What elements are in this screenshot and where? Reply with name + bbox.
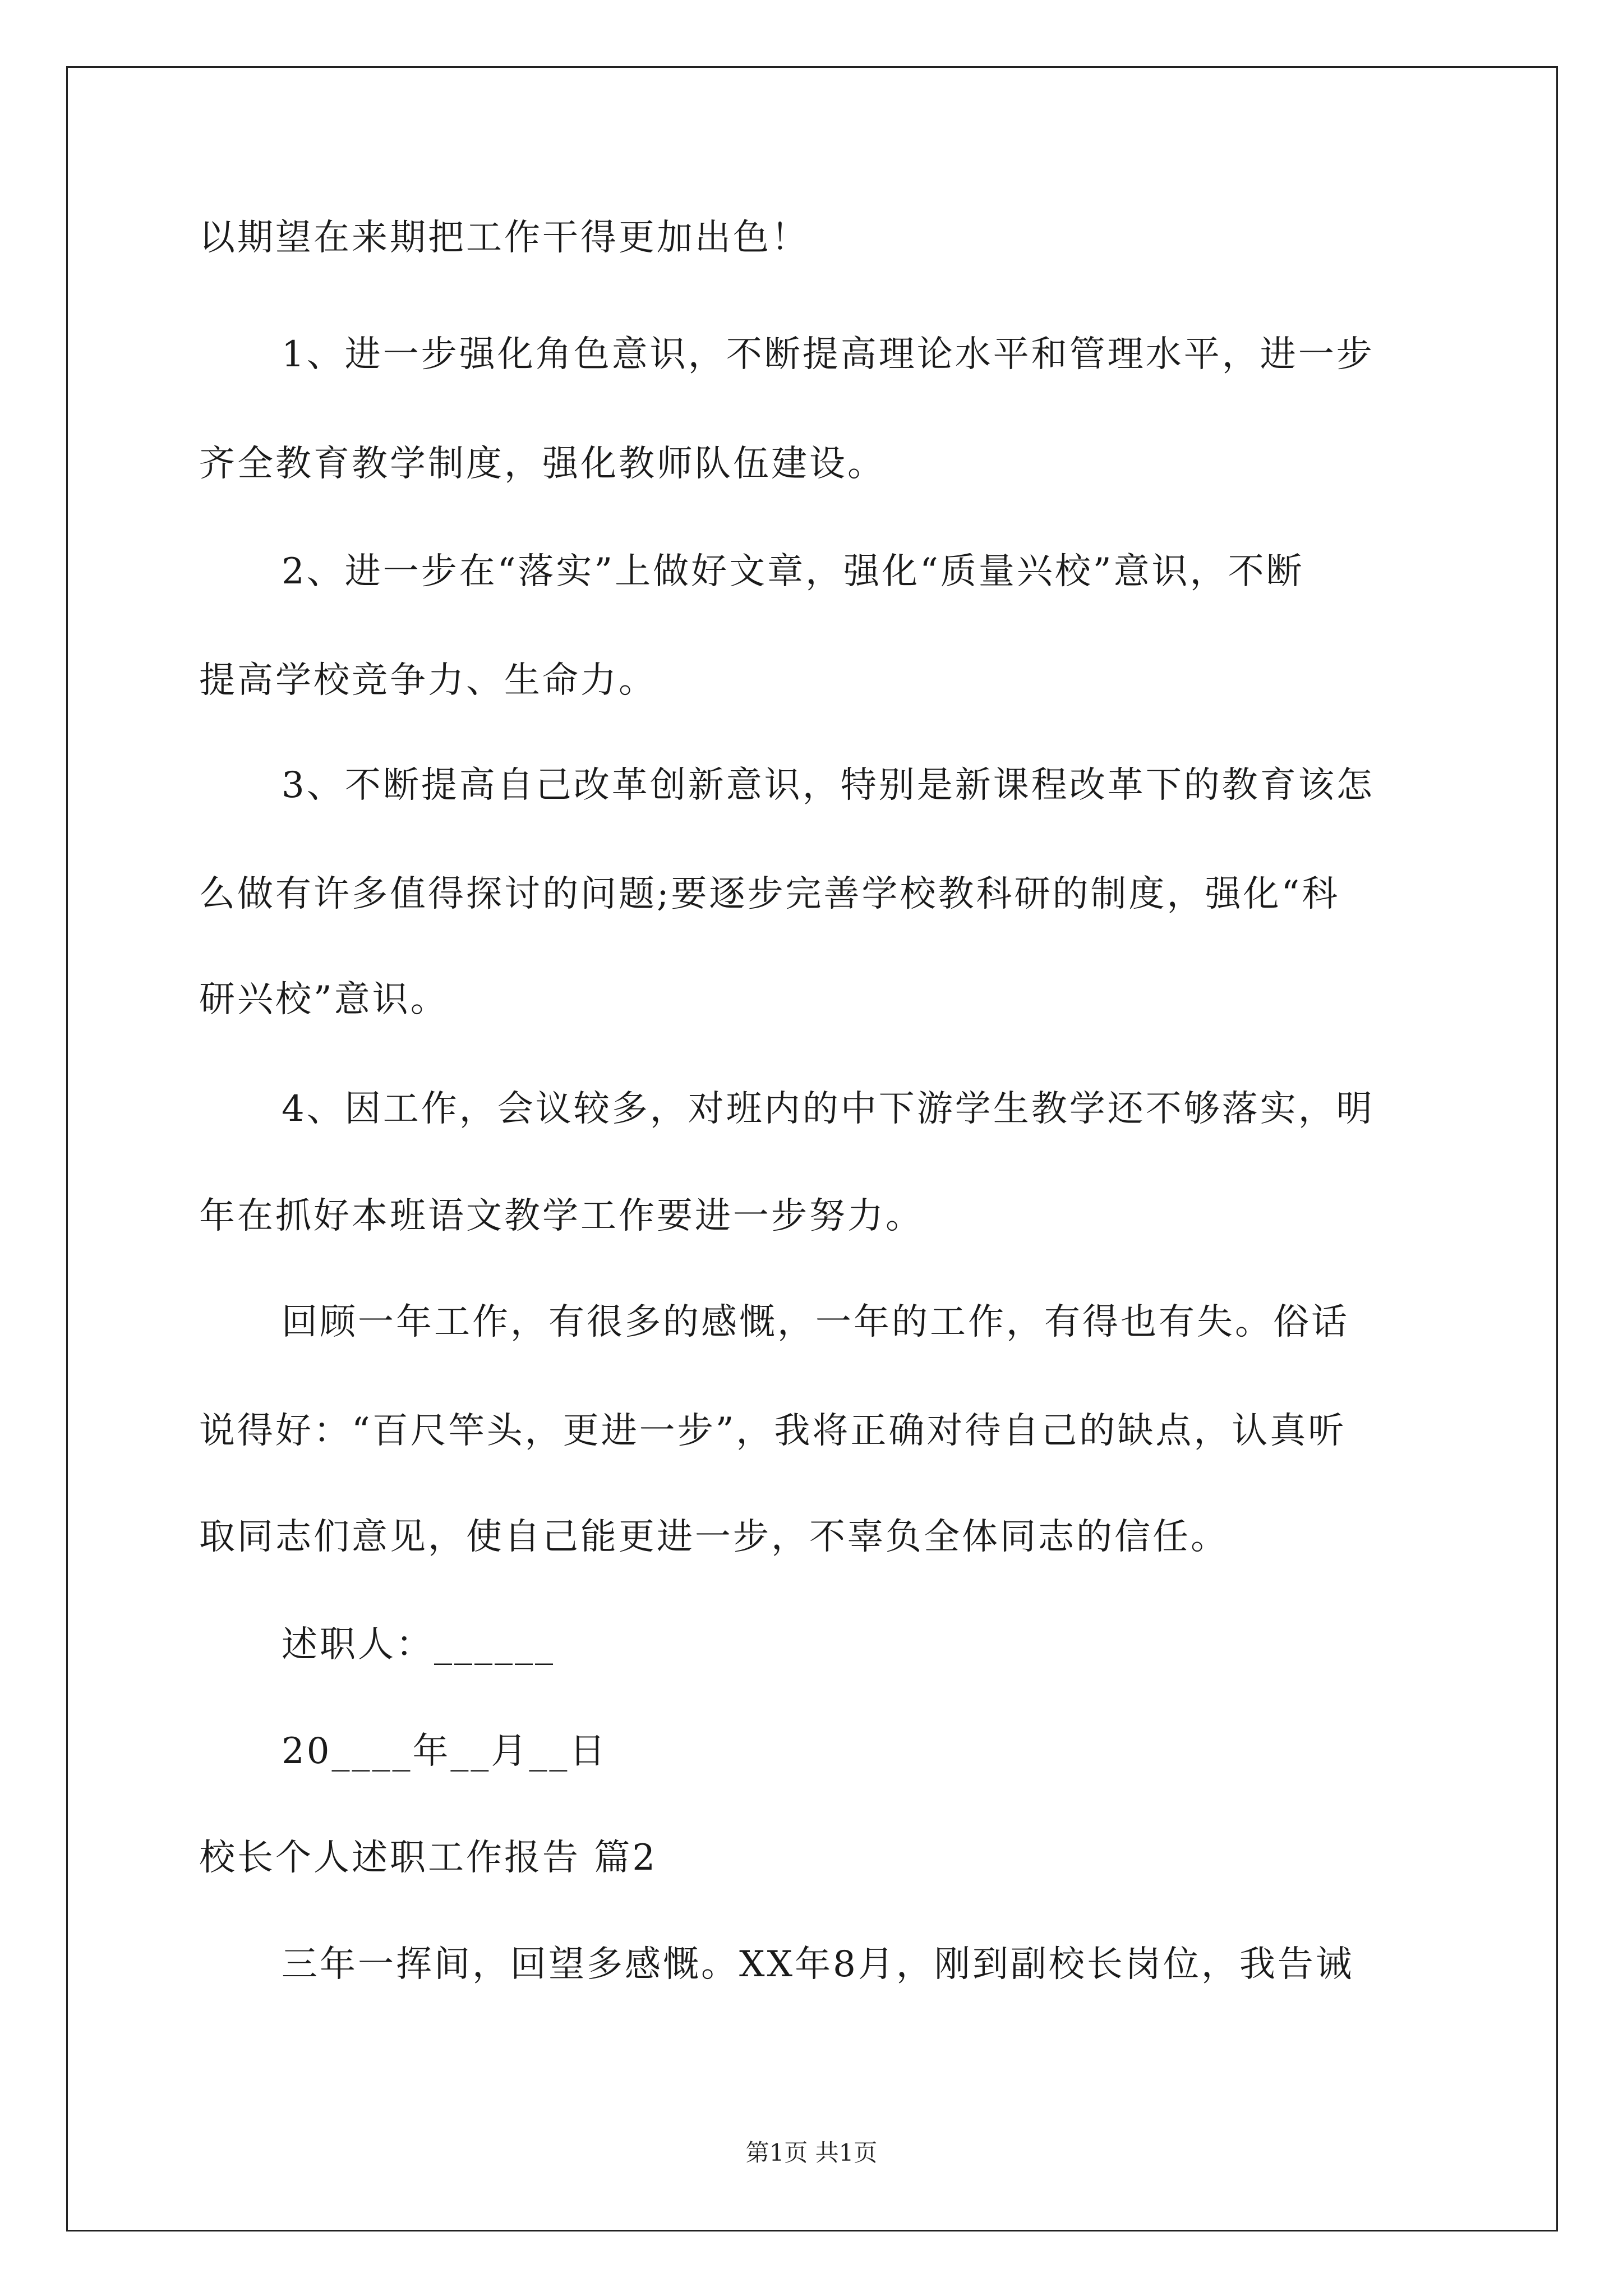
- paragraph-line: 么做有许多值得探讨的问题;要逐步完善学校教科研的制度，强化“科: [199, 873, 1340, 915]
- signature-line: 述职人：______: [282, 1624, 555, 1665]
- section-heading: 校长个人述职工作报告 篇2: [199, 1837, 658, 1879]
- paragraph-line: 回顾一年工作，有很多的感慨，一年的工作，有得也有失。俗话: [282, 1301, 1349, 1343]
- paragraph-line: 年在抓好本班语文教学工作要进一步努力。: [199, 1195, 924, 1237]
- paragraph-line: 齐全教育教学制度，强化教师队伍建设。: [199, 443, 886, 485]
- paragraph-line: 3、不断提高自己改革创新意识，特别是新课程改革下的教育该怎: [282, 765, 1375, 806]
- paragraph-line: 提高学校竞争力、生命力。: [199, 660, 657, 701]
- paragraph-line: 以期望在来期把工作干得更加出色！: [199, 217, 809, 259]
- paragraph-line: 取同志们意见，使自己能更进一步，不辜负全体同志的信任。: [199, 1516, 1229, 1558]
- paragraph-line: 研兴校”意识。: [199, 979, 449, 1020]
- page-footer: 第1页 共1页: [745, 2139, 878, 2166]
- page-border: [66, 66, 1558, 2231]
- paragraph-line: 2、进一步在“落实”上做好文章，强化“质量兴校”意识，不断: [282, 551, 1304, 592]
- paragraph-line: 说得好：“百尺竿头，更进一步”，我将正确对待自己的缺点，认真听: [199, 1410, 1347, 1452]
- paragraph-line: 4、因工作，会议较多，对班内的中下游学生教学还不够落实，明: [282, 1088, 1375, 1130]
- date-line: 20____年__月__日: [282, 1731, 608, 1772]
- paragraph-line: 1、进一步强化角色意识，不断提高理论水平和管理水平，进一步: [282, 334, 1375, 375]
- paragraph-line: 三年一挥间，回望多感慨。XX年8月，刚到副校长岗位，我告诫: [282, 1944, 1354, 1985]
